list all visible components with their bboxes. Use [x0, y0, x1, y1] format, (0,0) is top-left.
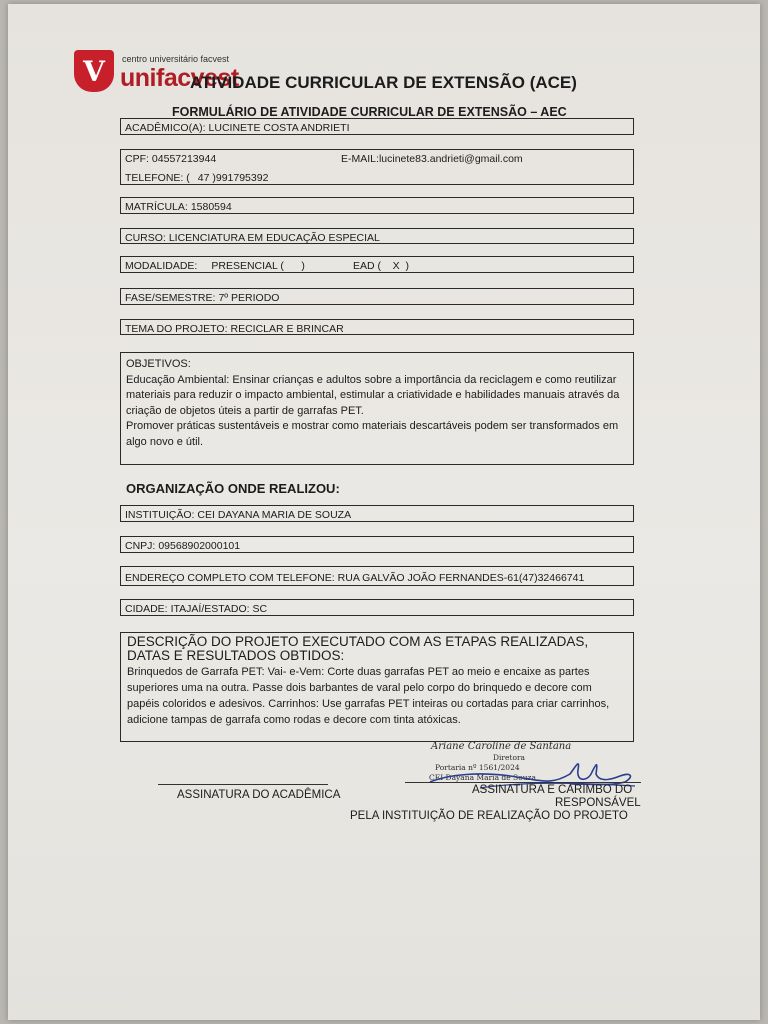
endereco-value: RUA GALVÃO JOÃO FERNANDES-61(47)32466741 — [337, 572, 585, 584]
academico-value: LUCINETE COSTA ANDRIETI — [208, 122, 350, 134]
endereco-field — [120, 566, 634, 586]
presencial-option: PRESENCIAL ( ) — [211, 260, 305, 272]
academico-label: ACADÊMICO(A): — [125, 122, 206, 134]
tema-value: RECICLAR E BRINCAR — [230, 323, 344, 335]
matricula-value: 1580594 — [190, 201, 232, 213]
objetivos-text: Educação Ambiental: Ensinar crianças e adultos sobre a importância da reciclagem e como reutilizar materiais para reduzir o impacto ambiental, estimular a criatividade e habilidades manuais através da criação de objetos úteis a partir de garrafas PET. — [126, 373, 620, 417]
cnpj-field — [120, 536, 634, 553]
ead-option: EAD ( X ) — [353, 260, 410, 272]
responsible-signature-label-3: PELA INSTITUIÇÃO DE REALIZAÇÃO DO PROJETO — [350, 810, 628, 822]
telefone-label: TELEFONE: ( — [125, 172, 190, 184]
tema-label: TEMA DO PROJETO: — [125, 323, 228, 335]
cnpj-value: 09568902000101 — [158, 540, 241, 552]
matricula-field — [120, 197, 634, 214]
stamp-name: Ariane Caroline de Santana — [431, 741, 572, 752]
stamp-role: Diretora — [493, 753, 526, 762]
curso-label: CURSO: — [125, 232, 166, 244]
descricao-text: Brinquedos de Garrafa PET: Vai- e-Vem: Corte duas garrafas PET ao meio e encaixe as partes superiores uma na outra. Passe dois barbantes de varal pelo corpo do brinquedo e decore com papéis coloridos e adesivos. Carrinhos: Use garrafas PET inteiras ou cortadas para criar carrinhos, adicione tampas de garrafa como rodas e decore com tinta atóxicas. — [127, 666, 610, 726]
fase-field — [120, 288, 634, 305]
endereco-label: ENDEREÇO COMPLETO COM TELEFONE: — [125, 572, 335, 584]
modalidade-label: MODALIDADE: — [125, 260, 198, 272]
responsible-signature-label-2: RESPONSÁVEL — [555, 797, 641, 809]
email-label: E-MAIL: — [341, 153, 379, 165]
descricao-field — [120, 632, 634, 742]
academico-field — [120, 118, 634, 135]
descricao-heading: DESCRIÇÃO DO PROJETO EXECUTADO COM AS ETAPAS REALIZADAS, DATAS E RESULTADOS OBTIDOS: — [127, 634, 589, 663]
instituicao-value: CEI DAYANA MARIA DE SOUZA — [197, 509, 352, 521]
modalidade-field — [120, 256, 634, 273]
cnpj-label: CNPJ: — [125, 540, 156, 552]
logo-subtitle: centro universitário facvest — [122, 54, 230, 64]
fase-value: 7º PERIODO — [218, 292, 280, 304]
email-value: lucinete83.andrieti@gmail.com — [378, 153, 523, 165]
fase-label: FASE/SEMESTRE: — [125, 292, 216, 304]
responsible-signature-label: ASSINATURA E CARIMBO DO — [472, 784, 633, 796]
contact-field — [120, 149, 634, 185]
telefone-value: 47 )991795392 — [197, 172, 269, 184]
organizacao-heading: ORGANIZAÇÃO ONDE REALIZOU: — [126, 481, 340, 496]
academic-signature-label: ASSINATURA DO ACADÊMICA — [177, 789, 341, 801]
matricula-label: MATRÍCULA: — [125, 201, 188, 213]
page-title: ATIVIDADE CURRICULAR DE EXTENSÃO (ACE) — [190, 73, 577, 92]
cpf-value: 04557213944 — [151, 153, 217, 165]
instituicao-label: INSTITUIÇÃO: — [125, 509, 195, 521]
form-title: FORMULÁRIO DE ATIVIDADE CURRICULAR DE EXTENSÃO – AEC — [172, 105, 567, 119]
cidade-value: ITAJAÍ/ESTADO: SC — [170, 603, 268, 615]
stamp-cei: CEI Dayana Maria de Souza — [429, 773, 536, 782]
logo-name: unifacvest — [120, 64, 239, 92]
academic-signature-line — [158, 784, 328, 785]
curso-field — [120, 228, 634, 244]
stamp-portaria: Portaria nº 1561/2024 — [435, 763, 520, 772]
cpf-label: CPF: — [125, 153, 149, 165]
shield-icon: V — [74, 50, 114, 92]
tema-field — [120, 319, 634, 335]
cidade-field — [120, 599, 634, 616]
objetivos-label: OBJETIVOS: — [126, 358, 191, 370]
curso-value: LICENCIATURA EM EDUCAÇÃO ESPECIAL — [168, 232, 380, 244]
objetivos-text-2: Promover práticas sustentáveis e mostrar como materiais descartáveis podem ser transformados em algo novo e útil. — [126, 420, 619, 448]
instituicao-field — [120, 505, 634, 522]
responsible-signature-line — [405, 782, 641, 783]
objetivos-field — [120, 352, 634, 465]
cidade-label: CIDADE: — [125, 603, 168, 615]
